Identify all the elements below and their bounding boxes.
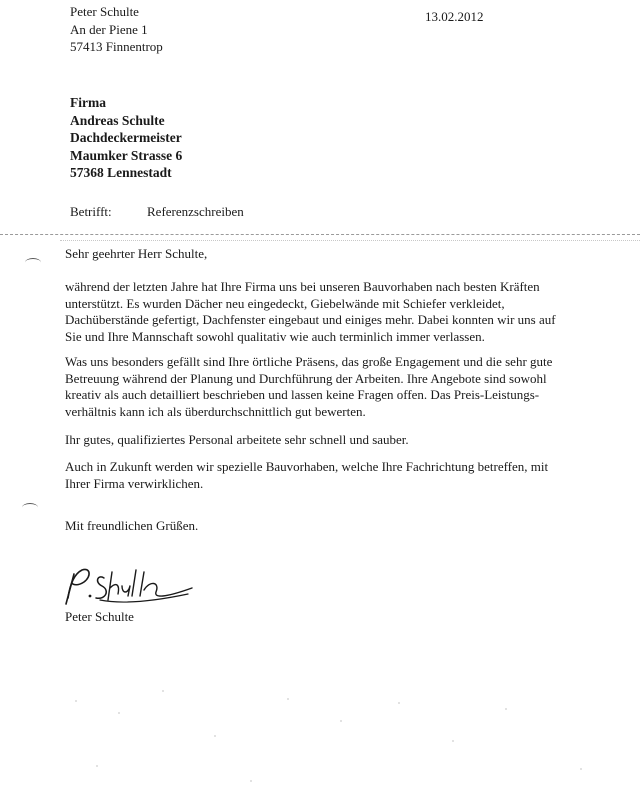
scan-speck — [96, 765, 98, 767]
closing-text: Mit freundlichen Grüßen. — [65, 518, 199, 533]
scan-speck — [250, 780, 252, 782]
subject-label: Betrifft: — [70, 204, 112, 219]
scan-speck — [214, 735, 216, 737]
scan-speck — [452, 740, 454, 742]
fold-line — [0, 234, 640, 235]
paragraph-2-line: kreativ als auch detailliert beschrieben und lassen keine Fragen offen. Das Preis-Leistungs- — [65, 387, 540, 402]
paragraph-3-line: Ihr gutes, qualifiziertes Personal arbeitete sehr schnell und sauber. — [65, 432, 409, 447]
recipient-line-5: 57368 Lennestadt — [70, 165, 172, 180]
scan-speck — [162, 690, 164, 692]
sender-street: An der Piene 1 — [70, 21, 148, 37]
recipient-line-1: Firma — [70, 95, 106, 110]
paragraph-1 — [65, 279, 556, 345]
salutation-text: Sehr geehrter Herr Schulte, — [65, 246, 208, 261]
paragraph-4-line: Auch in Zukunft werden wir spezielle Bauvorhaben, welche Ihre Fachrichtung betreffen, mit — [65, 459, 549, 474]
scan-speck — [287, 698, 289, 700]
paragraph-1-line: Sie und Ihre Mannschaft sowohl qualitativ wie auch terminlich immer verlassen. — [65, 328, 485, 344]
paragraph-2 — [65, 354, 552, 420]
paragraph-1-line: unterstützt. Es wurden Dächer neu eingedeckt, Giebelwände mit Schiefer verkleidet, — [65, 295, 505, 311]
sender-city: 57413 Finnentrop — [70, 39, 163, 54]
scan-speck — [398, 702, 400, 704]
paragraph-1-line: Dachüberstände gefertigt, Dachfenster eingebaut und einiges mehr. Dabei konnten wir uns auf — [65, 312, 556, 327]
recipient-line-2: Andreas Schulte — [70, 112, 165, 128]
paragraph-2-line: Betreuung während der Planung und Durchführung der Arbeiten. Ihre Angebote sind sowohl — [65, 370, 547, 386]
paragraph-1-line: während der letzten Jahre hat Ihre Firma uns bei unseren Bauvorhaben nach besten Kräften — [65, 279, 540, 294]
paragraph-3 — [65, 432, 409, 449]
paragraph-2-line: verhältnis kann ich als überdurchschnittlich gut bewerten. — [65, 403, 366, 419]
paragraph-2-line: Was uns besonders gefällt sind Ihre örtliche Präsens, das große Engagement und die sehr gute — [65, 354, 553, 369]
subject-text: Referenzschreiben — [147, 204, 244, 219]
paragraph-4-line: Ihrer Firma verwirklichen. — [65, 475, 204, 491]
letter-date: 13.02.2012 — [425, 9, 484, 24]
fold-line-shadow — [60, 240, 640, 241]
recipient-line-3: Dachdeckermeister — [70, 130, 182, 145]
closing — [65, 518, 198, 535]
scan-speck — [580, 768, 582, 770]
sender-address — [70, 3, 163, 56]
handwritten-signature — [60, 560, 200, 610]
signer-name: Peter Schulte — [65, 609, 134, 624]
fold-mark-top — [25, 258, 41, 267]
paragraph-4 — [65, 459, 548, 492]
scan-speck — [118, 712, 120, 714]
recipient-line-4: Maumker Strasse 6 — [70, 147, 183, 163]
fold-mark-middle — [22, 503, 38, 512]
sender-name: Peter Schulte — [70, 4, 139, 19]
recipient-address — [70, 94, 182, 182]
scan-speck — [340, 720, 342, 722]
salutation — [65, 246, 207, 263]
scan-speck — [505, 708, 507, 710]
scan-speck — [75, 700, 77, 702]
